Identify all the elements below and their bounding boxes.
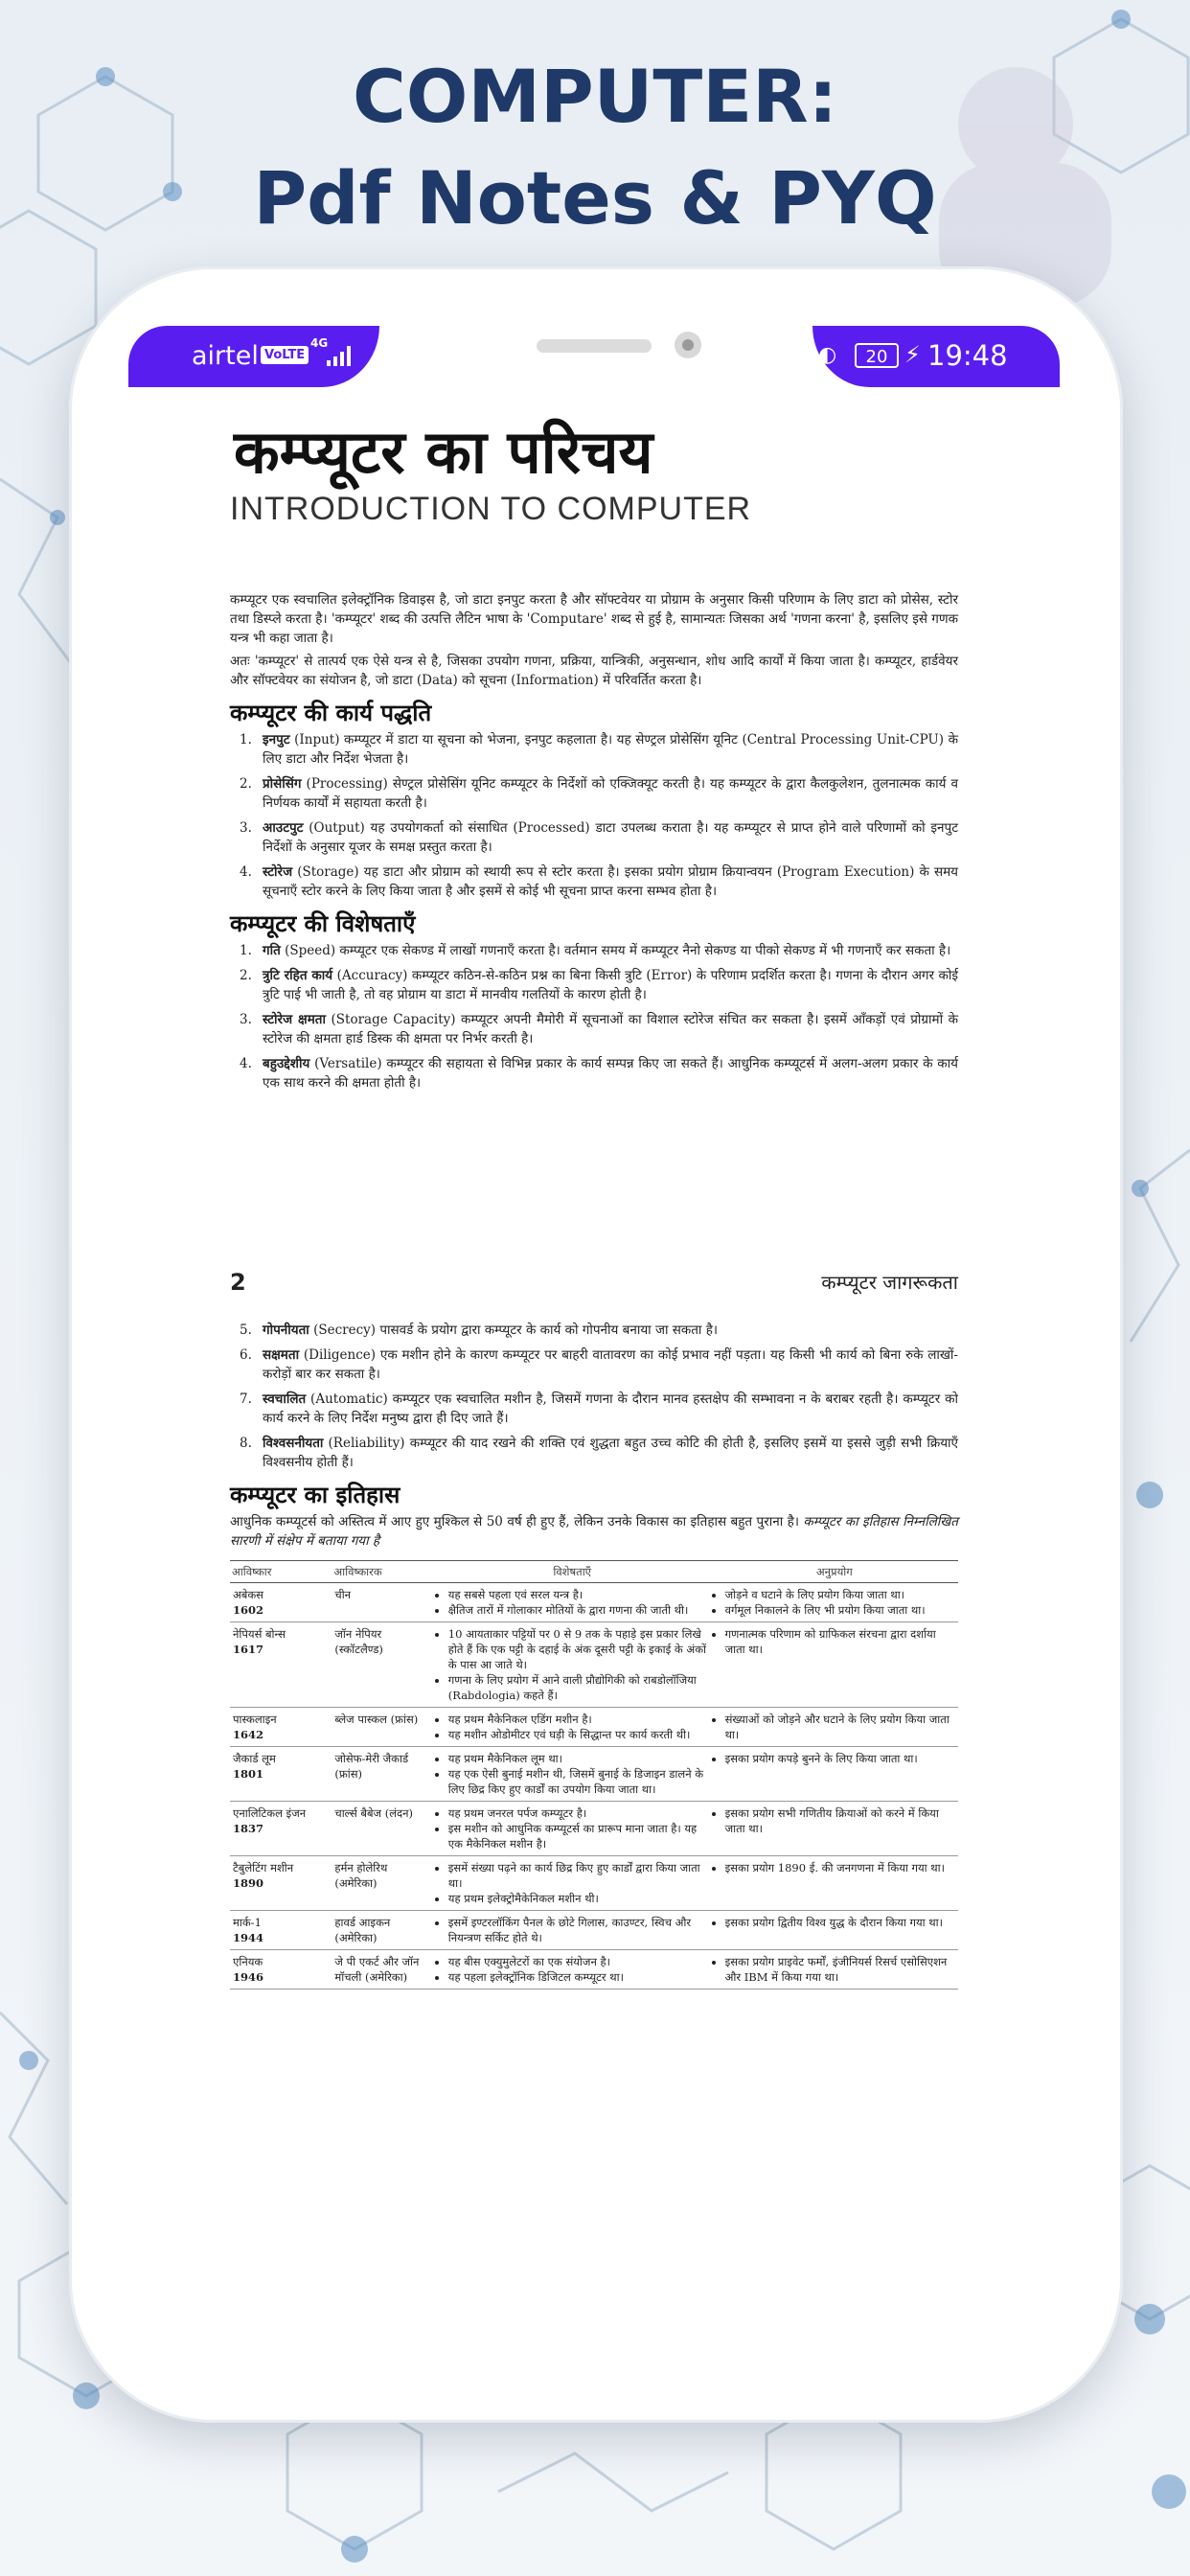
cell-inventor: हावर्ड आइकन (अमेरिका) (332, 1911, 433, 1950)
table-row (230, 1747, 958, 1802)
list-item: • इसका प्रयोग द्वितीय विश्व युद्ध के दौरान किया गया था। (725, 1915, 955, 1930)
page-gap (230, 1098, 958, 1273)
table-row (230, 1622, 958, 1708)
list-item: • इसका प्रयोग 1890 ई. की जनगणना में किया गया था। (725, 1860, 955, 1875)
cell-features (434, 1747, 711, 1802)
triangle-back-icon[interactable] (761, 2237, 818, 2242)
list-item: • इसमें इण्टरलॉकिंग पैनल के छोटे गिलास, काउण्टर, स्विच और नियन्त्रण सर्किट होते थे। (448, 1915, 708, 1945)
list-item: • यह पहला इलेक्ट्रॉनिक डिजिटल कम्प्यूटर था। (448, 1969, 708, 1985)
table-row (230, 1802, 958, 1856)
cell-invention: जैकार्ड लूम 1801 (230, 1747, 332, 1802)
intro-paragraph-2: अतः 'कम्प्यूटर' से तात्पर्य एक ऐसे यन्त्र से है, जिसका उपयोग गणना, प्रक्रिया, यान्त्रिकी, अनुसन्धान, शोध आदि कार्यों में किया जाता है। कम्प्यूटर, हार्डवेयर और सॉफ्टवेयर का संयोजन है, जो डाटा (Data) को सूचना (Information) में परिवर्तित करता है। (230, 654, 958, 688)
charging-icon: ⚡ (904, 341, 921, 368)
promo-title-line1: COMPUTER: (352, 54, 838, 139)
cell-uses (711, 1911, 958, 1950)
cell-invention: टैबुलेटिंग मशीन 1890 (230, 1856, 332, 1911)
document-subtitle: INTRODUCTION TO COMPUTER (230, 491, 752, 527)
history-table (230, 1560, 958, 1990)
list-item: • यह बीस एक्युमुलेटरों का एक संयोजन है। (448, 1954, 708, 1969)
table-row (230, 1911, 958, 1950)
intro-paragraph-1: कम्प्यूटर एक स्वचालित इलेक्ट्रॉनिक डिवाइस है, जो डाटा इनपुट करता है और सॉफ्टवेयर या प्रोग्राम के अनुसार किसी परिणाम के लिए डाटा को प्रोसेस, स्टोर तथा डिस्प्ले करता है। 'कम्प्यूटर' शब्द की उत्पत्ति लैटिन भाषा के 'Computare' शब्द से हुई है, सामान्यतः जिसका अर्थ 'गणना करना' है, इसलिए इसे गणक यन्त्र भी कहा जाता है। (230, 592, 958, 646)
cell-invention: एनालिटिकल इंजन 1837 (230, 1802, 332, 1856)
cell-inventor: ब्लेज पास्कल (फ्रांस) (332, 1708, 433, 1747)
section-heading-working: कम्प्यूटर की कार्य पद्धति (230, 700, 432, 726)
list-item: 1. इनपुट (Input) कम्प्यूटर में डाटा या सूचना को भेजना, इनपुट कहलाता है। यह सेण्ट्रल प्रोसेसिंग यूनिट (Central Processing Unit-CPU) के लिए डाटा और निर्देश भेजता है। (240, 732, 958, 767)
cell-uses (711, 1583, 958, 1622)
list-item: 3. आउटपुट (Output) यह उपयोगकर्ता को संसाधित (Processed) डाटा उपलब्ध कराता है। यह कम्प्यूटर से प्राप्त होने वाले परिणामों को इनपुट निर्देशों के अनुसार यूजर के समक्ष प्रस्तुत करता है। (240, 820, 958, 855)
list-item: • संख्याओं को जोड़ने और घटाने के लिए प्रयोग किया जाता था। (725, 1712, 955, 1742)
list-item: 5. गोपनीयता (Secrecy) पासवर्ड के प्रयोग द्वारा कम्प्यूटर के कार्य को गोपनीय बनाया जा सकता है। (240, 1322, 719, 1338)
list-item: • यह प्रथम जनरल पर्पज कम्प्यूटर है। (448, 1806, 708, 1821)
cell-inventor: जोसेफ-मेरी जैकार्ड (फ्रांस) (332, 1747, 433, 1802)
cell-uses (711, 1622, 958, 1708)
list-item: • यह प्रथम मैकेनिकल लूम था। (448, 1751, 708, 1766)
cell-invention: एनियक 1946 (230, 1950, 332, 1990)
cell-uses (711, 1950, 958, 1990)
android-nav-bar (128, 2210, 1060, 2242)
list-item: • 10 आयताकार पट्टियों पर 0 से 9 तक के पहाड़े इस प्रकार लिखे होते हैं कि एक पट्टी के दहाई के अंक दूसरी पट्टी के इकाई के अंकों के पास आ जाते थे। (448, 1626, 708, 1672)
cell-invention: मार्क-1 1944 (230, 1911, 332, 1950)
header-features: विशेषताएँ (434, 1561, 711, 1583)
cell-uses (711, 1802, 958, 1856)
cell-inventor: हर्मन होलेरिथ (अमेरिका) (332, 1856, 433, 1911)
list-item: • गणनात्मक परिणाम को ग्राफिकल संरचना द्वारा दर्शाया जाता था। (725, 1626, 955, 1657)
cell-features (434, 1802, 711, 1856)
document-body[interactable] (230, 590, 958, 1990)
list-item: • इसका प्रयोग कपड़े बुनने के लिए किया जाता था। (725, 1751, 955, 1766)
list-item: 4. बहुउद्देशीय (Versatile) कम्प्यूटर की सहायता से विभिन्न प्रकार के कार्य सम्पन्न किए जा सकते हैं। आधुनिक कम्प्यूटर्स में अलग-अलग प्रकार के कार्य एक साथ करने की क्षमता होती है। (240, 1056, 958, 1091)
list-item: • इस मशीन को आधुनिक कम्प्यूटर्स का प्रारूप माना जाता है। यह एक मैकेनिकल मशीन है। (448, 1821, 708, 1852)
list-item: • यह एक ऐसी बुनाई मशीन थी, जिसमें बुनाई के डिजाइन डालने के लिए छिद्र किए हुए कार्डों का उपयोग किया जाता था। (448, 1766, 708, 1797)
features-list (230, 941, 958, 1092)
speaker-notch (537, 339, 652, 353)
list-item: 1. गति (Speed) कम्प्यूटर एक सेकण्ड में लाखों गणनाएँ करता है। वर्तमान समय में कम्प्यूटर नैनो सेकण्ड या पीको सेकण्ड में भी गणनाएँ कर सकता है। (240, 943, 951, 958)
cell-features (434, 1950, 711, 1990)
list-item: • इसका प्रयोग सभी गणितीय क्रियाओं को करने में किया जाता था। (725, 1806, 955, 1836)
list-item: • इसका प्रयोग प्राइवेट फर्मों, इंजीनियर्स रिसर्च एसोसिएशन और IBM में किया गया था। (725, 1954, 955, 1985)
running-head: कम्प्यूटर जागरूकता (821, 1271, 958, 1294)
page-header (230, 1269, 958, 1296)
document-title: कम्प्यूटर का परिचय (234, 417, 653, 487)
list-item: 8. विश्वसनीयता (Reliability) कम्प्यूटर की याद रखने की शक्ति एवं शुद्धता बहुत उच्च कोटि की होती है, इसलिए इसमें या इससे जुड़ी सभी क्रियाएँ विश्वसनीय होती हैं। (240, 1436, 958, 1470)
cell-uses (711, 1747, 958, 1802)
carrier-name: airtel (192, 341, 259, 371)
table-header-row (230, 1561, 958, 1583)
section-heading-features: कम्प्यूटर की विशेषताएँ (230, 910, 416, 937)
header-uses: अनुप्रयोग (711, 1561, 958, 1583)
cell-features (434, 1911, 711, 1950)
battery-level: 20 (865, 347, 888, 367)
table-row (230, 1950, 958, 1990)
list-item: 2. प्रोसेसिंग (Processing) सेण्ट्रल प्रोसेसिंग यूनिट कम्प्यूटर के निर्देशों को एक्जिक्यूट करती है। यह कम्प्यूटर के द्वारा कैलकुलेशन, तुलनात्मक कार्य व निर्णयक कार्यों में सहायता करती है। (240, 776, 958, 811)
list-item: 6. सक्षमता (Diligence) एक मशीन होने के कारण कम्प्यूटर पर बाहरी वातावरण का कोई प्रभाव नहीं पड़ता। यह किसी भी कार्य को बिना रुके लाखों-करोड़ों बार कर सकता है। (240, 1347, 958, 1382)
volte-badge: VoLTE (261, 346, 309, 364)
list-item: • गणना के लिए प्रयोग में आने वाली प्रौद्योगिकी को राबडोलॉजिया (Rabdologia) कहते हैं। (448, 1672, 708, 1703)
page-number: 2 (230, 1269, 246, 1296)
cell-invention: अबेकस 1602 (230, 1583, 332, 1622)
header-inventor: आविष्कारक (332, 1561, 433, 1583)
list-item: 2. त्रुटि रहित कार्य (Accuracy) कम्प्यूटर कठिन-से-कठिन प्रश्न का बिना किसी त्रुटि (Error) के परिणाम प्रदर्शित करता है। गणना के दौरान अगर कोई त्रुटि पाई भी जाती है, तो वह प्रोग्राम या डाटा में मानवीय गलतियों के कारण होती है। (240, 968, 959, 1002)
cell-features (434, 1622, 711, 1708)
list-item: • यह प्रथम मैकेनिकल एडिंग मशीन है। (448, 1712, 708, 1727)
list-item: • यह मशीन ओडोमीटर एवं घड़ी के सिद्धान्त पर कार्य करती थी। (448, 1727, 708, 1742)
status-bar-left (128, 326, 379, 387)
circle-icon[interactable] (567, 2237, 625, 2242)
battery-icon (855, 343, 899, 368)
section-heading-history: कम्प्यूटर का इतिहास (230, 1482, 400, 1508)
cell-uses (711, 1708, 958, 1747)
status-time: 19:48 (927, 339, 1008, 372)
table-row (230, 1856, 958, 1911)
cell-inventor: चार्ल्स बैबेज (लंदन) (332, 1802, 433, 1856)
square-icon[interactable] (422, 2237, 479, 2242)
list-item: 4. स्टोरेज (Storage) यह डाटा और प्रोग्राम को स्थायी रूप से स्टोर करता है। इसका प्रयोग प्रोग्राम क्रियान्वयन (Program Execution) के समय सूचनाएँ स्टोर करने के लिए किया जाता है और इसमें से कोई भी सूचना प्राप्त करना सम्भव होता है। (240, 864, 958, 899)
cell-inventor: जॉन नेपियर (स्कॉटलैण्ड) (332, 1622, 433, 1708)
list-item: • यह सबसे पहला एवं सरल यन्त्र है। (448, 1587, 708, 1602)
cell-inventor: चीन (332, 1583, 433, 1622)
header-invention: आविष्कार (230, 1561, 332, 1583)
status-bar-right (812, 326, 1060, 387)
list-item: • वर्गमूल निकालने के लिए भी प्रयोग किया जाता था। (725, 1602, 955, 1618)
promo-title-line2: Pdf Notes & PYQ (253, 155, 937, 241)
features-list-continued (230, 1321, 958, 1472)
do-not-disturb-icon: ◐ (818, 343, 837, 367)
cell-invention: पास्कलाइन 1642 (230, 1708, 332, 1747)
cell-features (434, 1708, 711, 1747)
list-item: • जोड़ने व घटाने के लिए प्रयोग किया जाता था। (725, 1587, 955, 1602)
phone-screen (128, 326, 1060, 2242)
working-list (230, 730, 958, 901)
network-type: 4G (310, 336, 329, 350)
list-item: 7. स्वचालित (Automatic) कम्प्यूटर एक स्वचालित मशीन है, जिसमें गणना के दौरान मानव हस्तक्षेप की सम्भावना न के बराबर रहती है। कम्प्यूटर को कार्य करने के लिए निर्देश मनुष्य द्वारा ही दिए जाते हैं। (240, 1392, 958, 1426)
promo-title (0, 46, 1190, 249)
history-intro: आधुनिक कम्प्यूटर्स को अस्तित्व में आए हुए मुश्किल से 50 वर्ष ही हुए हैं, लेकिन उनके विकास का इतिहास बहुत पुराना है। कम्प्यूटर का इतिहास निम्नलिखित सारणी में संक्षेप में बताया गया है (230, 1514, 958, 1549)
cell-features (434, 1583, 711, 1622)
table-row (230, 1583, 958, 1622)
table-row (230, 1708, 958, 1747)
cell-features (434, 1856, 711, 1911)
list-item: • क्षैतिज तारों में गोलाकार मोतियों के द्वारा गणना की जाती थी। (448, 1602, 708, 1618)
signal-icon (326, 345, 353, 366)
chevron-down-icon[interactable] (224, 2237, 282, 2242)
list-item: 3. स्टोरेज क्षमता (Storage Capacity) कम्प्यूटर अपनी मैमोरी में सूचनाओं का विशाल स्टोरेज संचित कर सकता है। इसमें आँकड़ों एवं प्रोग्रामों के स्टोरेज की क्षमता हार्ड डिस्क की क्षमता पर निर्भर करती है। (240, 1012, 959, 1046)
cell-inventor: जे पी एकर्ट और जॉन मॉचली (अमेरिका) (332, 1950, 433, 1990)
front-camera (675, 332, 701, 358)
history-table-body (230, 1583, 958, 1990)
list-item: • इसमें संख्या पढ़ने का कार्य छिद्र किए हुए कार्डों द्वारा किया जाता था। (448, 1860, 708, 1891)
list-item: • यह प्रथम इलेक्ट्रोमैकेनिकल मशीन थी। (448, 1891, 708, 1906)
cell-invention: नेपियर्स बोन्स 1617 (230, 1622, 332, 1708)
cell-uses (711, 1856, 958, 1911)
